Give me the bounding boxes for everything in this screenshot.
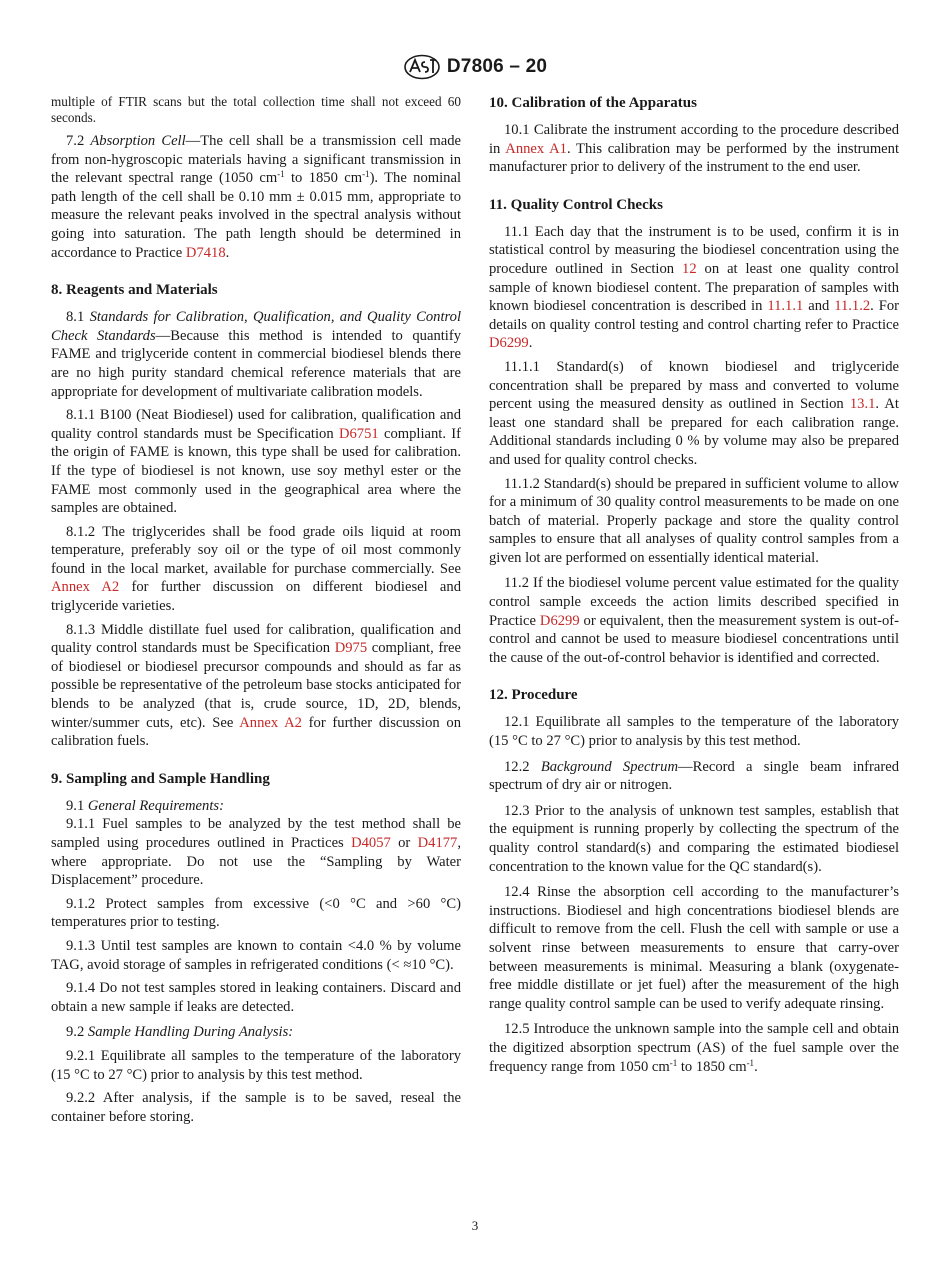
paragraph-9-1-3: 9.1.3 Until test samples are known to contain <4.0 % by volume TAG, avoid storage of samples in refrigerated conditions (< ≈10 °C). — [51, 937, 461, 973]
page-header — [0, 54, 950, 85]
paragraph-8-1: 8.1 Standards for Calibration, Qualification, and Quality Control Check Standards—Because this method is intended to quantify FAME and triglyceride content in commercial biodiesel blends there are no high purity standard chemical reference materials that are appropriate for development of multivariate calibration models. — [51, 309, 462, 400]
link-11-1-1[interactable]: 11.1.1 — [767, 298, 804, 315]
paragraph-11-2: 11.2 If the biodiesel volume percent value estimated for the quality control sample exceeds the action limits described specified in Practice D6299 or equivalent, then the measurement system is out-of-control and cannot be used to measure biodiesel concentrations until the cause of the out-of-control behavior is identified and corrected. — [489, 575, 899, 666]
paragraph-12-3: 12.3 Prior to the analysis of unknown test samples, establish that the equipment is running properly by collecting the spectrum of the quality control standard(s) and comparing the estimated biodiesel concentration to the known value for the QC standard(s). — [489, 802, 899, 875]
link-annex-a2[interactable]: Annex A2 — [51, 579, 120, 596]
paragraph-9-2-2: 9.2.2 After analysis, if the sample is to be saved, reseal the container before storing. — [51, 1090, 461, 1125]
right-column — [489, 94, 899, 1076]
paragraph-9-1-1: 9.1.1 Fuel samples to be analyzed by the test method shall be sampled using procedures outlined in Practices D4057 or D4177, where appropriate. Do not use the “Sampling by Water Displacement” procedure. — [51, 816, 461, 889]
link-annex-a2[interactable]: Annex A2 — [239, 714, 302, 731]
link-d4057[interactable]: D4057 — [351, 835, 391, 851]
paragraph-9-1-2: 9.1.2 Protect samples from excessive (<0 °C and >60 °C) temperatures prior to testing. — [51, 895, 461, 931]
page-number: 3 — [471, 1218, 479, 1233]
section-8-heading: 8. Reagents and Materials — [51, 282, 218, 299]
paragraph-9-1-4: 9.1.4 Do not test samples stored in leaking containers. Discard and obtain a new sample if leaks are detected. — [51, 980, 461, 1015]
section-12-heading: 12. Procedure — [489, 687, 578, 704]
paragraph-12-2: 12.2 Background Spectrum—Record a single beam infrared spectrum of dry air or nitrogen. — [489, 758, 900, 794]
paragraph-8-1-3: 8.1.3 Middle distillate fuel used for calibration, qualification and quality control standards must be Specification D975 compliant, free of biodiesel or biodiesel precursor compounds and should as far as possible be representative of the petroleum base stocks anticipated for blends to be analyzed (that is, crude source, 1D, 2D, blends, winter/summer cuts, etc). See Annex A2 for further discussion on calibration fuels. — [51, 621, 462, 750]
paragraph-8-1-1: 8.1.1 B100 (Neat Biodiesel) used for calibration, qualification and quality control standards must be Specification D6751 compliant. If the origin of FAME is known, this type shall be used for calibration. If the type of biodiesel is not known, use soy methyl ester or the FAME most commonly used in the geographical area where the samples are obtained. — [51, 407, 461, 517]
paragraph-12-5: 12.5 Introduce the unknown sample into the sample cell and obtain the digitized absorption spectrum (AS) of the fuel sample over the frequency range from 1050 $cm^{-1}$ to 1850 $cm^{-1}$. — [489, 1021, 899, 1075]
astm-logo-icon — [403, 54, 441, 80]
paragraph-8-1-2: 8.1.2 The triglycerides shall be food grade oils liquid at room temperature, preferably soy oil or the type of oil most commonly found in the local market, available for purchase commercially. See Annex A2 for further discussion on different biodiesel and triglyceride varieties. — [51, 523, 461, 615]
left-column — [51, 94, 461, 1126]
link-d7418[interactable]: D7418 — [185, 244, 226, 261]
link-d975[interactable]: D975 — [334, 640, 368, 657]
link-13-1[interactable]: 13.1 — [849, 396, 876, 413]
link-11-1-2[interactable]: 11.1.2 — [834, 298, 871, 315]
section-11-heading: 11. Quality Control Checks — [489, 196, 663, 213]
link-annex-a1[interactable]: Annex A1 — [505, 140, 567, 157]
paragraph-9-2-1: 9.2.1 Equilibrate all samples to the temperature of the laboratory (15 °C to 27 °C) prior to analysis by this test method. — [51, 1047, 461, 1083]
link-d4177[interactable]: D4177 — [417, 835, 458, 851]
paragraph-12-4: 12.4 Rinse the absorption cell according to the manufacturer’s instructions. Biodiesel and high concentrations biodiesel blends are difficult to remove from the cell. Flush the cell with sample or use a solvent rinse between measurements to ensure that carry-over between measurements is minimal. Measuring a blank (oxygenate-free middle distillate or jet fuel) after the measurement of the high range quality control sample can be used to verify adequate rinsing. — [489, 884, 899, 1012]
section-10-heading: 10. Calibration of the Apparatus — [489, 95, 697, 111]
paragraph-9-2: 9.2 Sample Handling During Analysis: — [66, 1024, 294, 1041]
paragraph-12-1: 12.1 Equilibrate all samples to the temperature of the laboratory (15 °C to 27 °C) prior to analysis by this test method. — [489, 714, 899, 750]
section-9-heading: 9. Sampling and Sample Handling — [51, 770, 270, 787]
paragraph-9-1: 9.1 General Requirements: — [66, 797, 224, 814]
link-d6299[interactable]: D6299 — [539, 612, 580, 629]
link-d6751[interactable]: D6751 — [338, 425, 379, 442]
paragraph-7-2: 7.2 Absorption Cell—The cell shall be a transmission cell made from non-hygroscopic materials having a significant transmission in the relevant spectral range (1050 $cm^{-1}$ to 1850 $cm^{-1}$). The nominal path length of the cell shall be 0.10 mm ± 0.015 mm, appropriate to measure the relevant peaks involved in the spectral analysis without going into saturation. The path length should be determined in accordance to Practice D7418. — [51, 133, 462, 261]
paragraph-11-1: 11.1 Each day that the instrument is to be used, confirm it is in statistical control by measuring the biodiesel concentration using the procedure outlined in Section 12 on at least one quality control sample of known biodiesel content. The preparation of samples with known biodiesel concentration is described in 11.1.1 and 11.1.2. For details on quality control testing and control charting refer to Practice D6299. — [489, 223, 899, 352]
paragraph-11-1-2: 11.1.2 Standard(s) should be prepared in sufficient volume to allow for a minimum of 30 quality control measurements to be made on one batch of material. Properly package and store the quality control samples to ensure that all analyses of quality control samples from a given lot are performed on essentially identical material. — [489, 475, 899, 566]
document-id: D7806 – 20 — [446, 56, 548, 77]
paragraph-11-1-1: 11.1.1 Standard(s) of known biodiesel and triglyceride concentration shall be prepared by mass and converted to volume percent using the measured density as outlined in Section 13.1. At least one standard shall be prepared for each calibration range. Additional standards including 0 % by volume may also be prepared and used for quality control checks. — [489, 358, 899, 468]
link-section-12[interactable]: 12 — [682, 260, 697, 277]
paragraph-continuation: multiple of FTIR scans but the total collection time shall not exceed 60 seconds. — [51, 94, 461, 125]
link-d6299[interactable]: D6299 — [489, 335, 529, 352]
paragraph-10-1: 10.1 Calibrate the instrument according to the procedure described in Annex A1. This calibration may be performed by the instrument manufacturer prior to delivery of the instrument to the end user. — [489, 122, 899, 176]
